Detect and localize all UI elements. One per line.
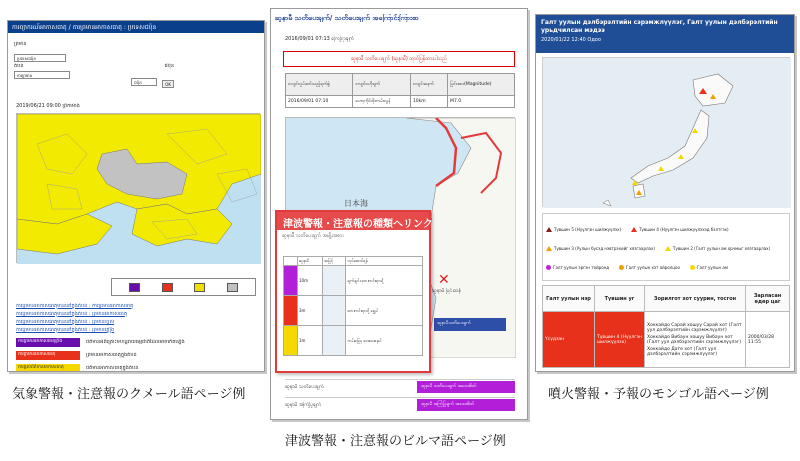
khmer-badge-advisory: ការផ្តល់ព័ត៌មានអាកាសធាតុ: [16, 364, 80, 373]
legend-item: Түвшин 2 (Галт уулын ам орчмыг хязгаарлах): [665, 246, 770, 251]
callout-color-cell: [284, 326, 298, 356]
mongolian-volcano-table: [542, 285, 790, 368]
legend-item: Галт уулын хэт ойролцоо: [619, 265, 680, 270]
volcano-target-item: Хоккайдо Вибаун хошуу Вибаун хот (Галт уул дэлбэрэлтийн сэрэмжлүүлэг): [647, 334, 741, 345]
table-cell: M7.0: [448, 96, 515, 108]
table-cell: 10km: [410, 96, 447, 108]
callout-color-cell: [284, 296, 298, 326]
callout-image-cell: [323, 296, 346, 326]
volcano-date-cell: 2000/03/28 11:55: [746, 312, 790, 368]
warning-triangle-icon: [546, 227, 552, 232]
callout-col-color: [284, 257, 298, 266]
callout-subtitle: ဆူနာမီ သတိပေးချက် အမျိုးအစား: [282, 233, 344, 239]
callout-height-cell: 10m: [298, 266, 323, 296]
legend-swatch-red: [162, 283, 173, 292]
khmer-select-1[interactable]: ប្រទេសជប៉ុន: [14, 54, 66, 62]
table-header-cell: Зорилгот хот суурин, тосгон: [645, 286, 746, 312]
mongolian-date: 2020/01/22 12:40 Одоо: [541, 37, 601, 43]
circle-icon: [619, 265, 624, 270]
callout-color-cell: [284, 266, 298, 296]
table-header-cell: Галт уулын нэр: [543, 286, 595, 312]
table-row: [284, 266, 423, 296]
mongolian-page-header: [536, 15, 794, 53]
burmese-date: 2016/09/01 07:13 ကြေငြာချက်: [285, 36, 355, 42]
legend-item: Түвшин 5 (Нүүлгэн шилжүүлэх): [546, 227, 621, 232]
table-header-cell: Зарласан өдөр цаг: [746, 286, 790, 312]
caption-mongolian: 噴火警報・予報のモンゴル語ページ例: [548, 387, 769, 402]
mongolian-volcano-map[interactable]: [542, 57, 790, 207]
khmer-label-2: តំបន់: [14, 63, 24, 69]
tsunami-types-callout[interactable]: [275, 210, 431, 373]
khmer-badge-emergency: ការព្រមានអាកាសធាតុខ្លាំង: [16, 338, 80, 347]
caption-khmer: 気象警報・注意報のクメール語ページ例: [12, 387, 246, 402]
callout-col-header: လုပ်ဆောင်ရန်: [346, 257, 423, 266]
close-icon: ✕: [438, 272, 450, 288]
volcano-target-item: Хоккайдо Сарай хошуу Сарай хот (Галт уул дэлбэрэлтийн сэрэмжлүүлэг): [647, 322, 742, 333]
caption-burmese: 津波警報・注意報のビルマ語ページ例: [285, 434, 506, 449]
khmer-go-button[interactable]: OK: [162, 80, 174, 88]
khmer-page-header: ការព្យាករណ៍អាកាសធាតុ / ការព្រមានអាកាសធាតុ : ប្រទេសជប៉ុន: [8, 21, 264, 33]
burmese-detail-button-0[interactable]: ဆူနာမီ သတိပေးချက် အသေးစိတ်: [417, 381, 515, 393]
circle-icon: [690, 265, 695, 270]
mongolian-page-title: Галт уулын дэлбэрэлтийн сэрэмжлүүлэг, Галт уулын дэлбэрэлтийн урьдчилсан мэдээ: [541, 19, 778, 34]
burmese-detail-row-1: [285, 397, 515, 411]
legend-swatch-gray: [227, 283, 238, 292]
table-header-cell: ငလျင်ဗဟိုချက်: [353, 74, 410, 96]
volcano-name-cell[interactable]: Үсүдзан: [543, 312, 595, 368]
table-header-cell: ပြင်းအား(Magnitude): [448, 74, 515, 96]
burmese-warning-notice: ဆူနာမီ သတိပေးချက် (ဆူနာမီ) ထုတ်ပြန်ထားပါသည်: [283, 51, 515, 67]
mongolian-volcano-page: [535, 14, 795, 372]
legend-item: Түвшин 4 (Нүүлгэн шилжүүлэхэд бэлтгэх): [631, 227, 728, 232]
table-header-row: [543, 286, 790, 312]
volcano-targets-cell: [645, 312, 746, 368]
table-header-cell: ငလျင်လှုပ်ခတ်သည့်ရက်စွဲ: [286, 74, 353, 96]
callout-height-cell: 3m: [298, 296, 323, 326]
burmese-map-button[interactable]: ဆူနာမီသတိပေးချက်: [434, 318, 506, 331]
burmese-detail-label-1: ဆူနာမီ အကြံပြုချက်: [285, 401, 322, 408]
table-cell: 2016/09/01 07:10: [286, 96, 353, 108]
volcano-level-cell: Түвшин 4 (Нүүлгэн шилжүүлэх): [595, 312, 645, 368]
burmese-page-title: ဆူနာမီ သတိပေးချက်/ သတိပေးချက် အကြောင်းကြားစာ: [275, 14, 419, 22]
callout-col-header: အမြင့်: [323, 257, 346, 266]
legend-item: Галт уулын ам: [690, 265, 728, 270]
table-row: [284, 296, 423, 326]
callout-image-cell: [323, 326, 346, 356]
khmer-link-1[interactable]: ការព្រមានអាកាសធាតុមាននៅក្នុងតំបន់ : ព្រមានអាកាសធាតុ: [16, 311, 127, 317]
warning-triangle-icon: [631, 227, 637, 232]
callout-title: 津波警報・注意報の種類へリンク: [277, 212, 429, 230]
khmer-map-svg: [17, 114, 261, 264]
legend-item: Түвшин 3 (Уулын бүсэд нэвтрэхийг хязгаарлах): [546, 246, 655, 251]
khmer-badge-text-0: ព័ត៌មានអំពីគ្រោះមហន្តរាយធម្មជាតិដែលអាចកើតឡើង: [86, 339, 185, 345]
table-row: [286, 96, 515, 108]
mongolian-map-svg: [543, 58, 791, 208]
khmer-badge-row-1: [16, 350, 260, 360]
callout-text-cell: ချက်ချင်း ဘေးကင်းရာသို့: [346, 266, 423, 296]
warning-triangle-icon: [665, 246, 671, 251]
khmer-link-2[interactable]: ការព្រមានអាកាសធាតុមាននៅក្នុងតំបន់ : ព្រមានខ្យល់: [16, 319, 115, 325]
khmer-badge-warning: ការព្រមានអាកាសធាតុ: [16, 351, 80, 360]
khmer-link-0[interactable]: ការព្រមានអាកាសធាតុមាននៅក្នុងតំបន់ : ការព្រមានអាកាសធាតុ: [16, 303, 134, 309]
burmese-map-sea-label: 日本海: [344, 199, 368, 208]
khmer-badge-text-1: ព្រមានអាកាសធាតុក្នុងតំបន់: [86, 352, 137, 358]
burmese-quake-table: [285, 73, 515, 108]
khmer-badge-row-2: [16, 363, 260, 372]
callout-image-cell: [323, 266, 346, 296]
khmer-weather-page: [7, 20, 265, 372]
khmer-badge-row-0: [16, 337, 260, 347]
table-header-cell: Түвшин уг: [595, 286, 645, 312]
legend-swatch-yellow: [194, 283, 205, 292]
khmer-label-3: ជប៉ុន: [164, 63, 174, 69]
khmer-date: 2019/06/21 09:00 ព្រឹកម៉ោង: [16, 103, 80, 109]
khmer-label-1: ព្រមាន: [14, 41, 27, 47]
burmese-marker-label: ဆူနာမီ ပြင်းထန်: [432, 288, 462, 294]
burmese-detail-label-0: ဆူနာမီ သတိပေးချက်: [285, 383, 324, 390]
khmer-badge-text-2: ព័ត៌មានអាកាសធាតុក្នុងតំបន់: [86, 365, 139, 371]
legend-swatch-purple: [129, 283, 140, 292]
callout-text-cell: ကမ်းခြေမှ ဝေးဝေးနေပါ: [346, 326, 423, 356]
burmese-detail-button-1[interactable]: ဆူနာမီ အကြံပြုချက် အသေးစိတ်: [417, 399, 515, 411]
table-header-row: [284, 257, 423, 266]
khmer-select-3[interactable]: ការព្រមាន: [14, 71, 70, 79]
table-header-row: [286, 74, 515, 96]
khmer-form-row-2: [14, 63, 260, 90]
table-header-cell: ငလျင်အနက်: [410, 74, 447, 96]
table-row: [543, 312, 790, 368]
circle-icon: [546, 265, 551, 270]
callout-col-header: ဆူနာမီ: [298, 257, 323, 266]
table-row: [284, 326, 423, 356]
mongolian-legend: [542, 213, 790, 281]
khmer-link-3[interactable]: ការព្រមានអាកាសធាតុមាននៅក្នុងតំបន់ : ព្រមានភ្លៀង: [16, 327, 115, 333]
callout-text-cell: ဘေးကင်းရာသို့ ရွှေ့ပါ: [346, 296, 423, 326]
burmese-detail-row-0: [285, 379, 515, 393]
khmer-map-legend: [111, 278, 256, 296]
warning-triangle-icon: [546, 246, 552, 251]
callout-table: [283, 256, 423, 356]
table-cell: ဟော့ကိုင်းဒိုးကမ်းလွန်: [353, 96, 410, 108]
khmer-link-list: [16, 303, 260, 372]
khmer-warning-map[interactable]: [16, 113, 260, 263]
legend-item: Галт уулын эргэн тойронд: [546, 265, 609, 270]
volcano-target-item: Хоккайдо Дате хот (Галт уул дэлбэрэлтийн сэрэмжлүүлэг): [647, 346, 718, 357]
callout-height-cell: 1m: [298, 326, 323, 356]
khmer-select-4[interactable]: ជប៉ុន: [131, 78, 157, 86]
